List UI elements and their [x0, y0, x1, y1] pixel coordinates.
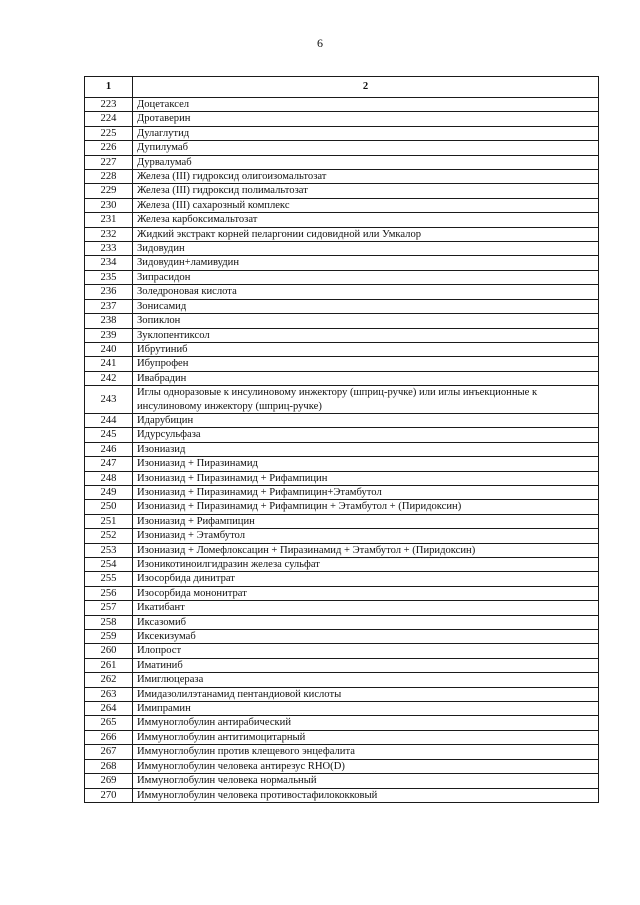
row-number: 270: [85, 788, 133, 802]
row-number: 243: [85, 386, 133, 414]
table-row: [85, 615, 599, 629]
table-row: [85, 788, 599, 802]
drug-name: Железа карбоксимальтозат: [133, 213, 599, 227]
table-row: [85, 342, 599, 356]
table-row: [85, 314, 599, 328]
drug-name: Идурсульфаза: [133, 428, 599, 442]
drug-name: Зидовудин+ламивудин: [133, 256, 599, 270]
drug-name: Имидазолилэтанамид пентандиовой кислоты: [133, 687, 599, 701]
table-row: [85, 285, 599, 299]
row-number: 251: [85, 514, 133, 528]
row-number: 227: [85, 155, 133, 169]
drug-name: Иглы одноразовые к инсулиновому инжектору (шприц-ручке) или иглы инъекционные к инсулиновому инжектору (шприц-ручке): [133, 386, 599, 414]
table-row: [85, 184, 599, 198]
drug-name: Изосорбида динитрат: [133, 572, 599, 586]
column-header-number: 1: [85, 77, 133, 98]
row-number: 267: [85, 745, 133, 759]
table-row: [85, 213, 599, 227]
table-row: [85, 442, 599, 456]
row-number: 234: [85, 256, 133, 270]
row-number: 231: [85, 213, 133, 227]
drug-name: Идарубицин: [133, 413, 599, 427]
drug-name: Изоникотиноилгидразин железа сульфат: [133, 558, 599, 572]
drug-name: Изониазид + Этамбутол: [133, 529, 599, 543]
table-row: [85, 586, 599, 600]
table-row: [85, 386, 599, 414]
row-number: 246: [85, 442, 133, 456]
page-number: 6: [317, 36, 323, 50]
row-number: 256: [85, 586, 133, 600]
table-row: [85, 371, 599, 385]
row-number: 257: [85, 601, 133, 615]
row-number: 244: [85, 413, 133, 427]
drug-name: Ибупрофен: [133, 357, 599, 371]
drug-name: Железа (III) сахарозный комплекс: [133, 198, 599, 212]
drug-name: Изосорбида мононитрат: [133, 586, 599, 600]
table-header-row: [85, 77, 599, 98]
row-number: 269: [85, 774, 133, 788]
row-number: 249: [85, 485, 133, 499]
row-number: 262: [85, 673, 133, 687]
table-row: [85, 256, 599, 270]
drug-name: Дупилумаб: [133, 141, 599, 155]
row-number: 247: [85, 457, 133, 471]
drug-name: Золедроновая кислота: [133, 285, 599, 299]
drug-name: Иммуноглобулин антирабический: [133, 716, 599, 730]
drug-name: Дулаглутид: [133, 126, 599, 140]
row-number: 245: [85, 428, 133, 442]
table-row: [85, 759, 599, 773]
table-row: [85, 457, 599, 471]
drug-name: Иммуноглобулин человека противостафилококковый: [133, 788, 599, 802]
table-row: [85, 428, 599, 442]
drug-list-table: [84, 76, 599, 803]
drug-name: Изониазид + Пиразинамид: [133, 457, 599, 471]
row-number: 240: [85, 342, 133, 356]
row-number: 250: [85, 500, 133, 514]
row-number: 235: [85, 270, 133, 284]
table-row: [85, 558, 599, 572]
table-row: [85, 658, 599, 672]
table-row: [85, 471, 599, 485]
drug-name: Железа (III) гидроксид олигоизомальтозат: [133, 170, 599, 184]
row-number: 266: [85, 730, 133, 744]
drug-name: Изониазид + Рифампицин: [133, 514, 599, 528]
table-row: [85, 500, 599, 514]
drug-name: Дротаверин: [133, 112, 599, 126]
column-header-name: 2: [133, 77, 599, 98]
row-number: 255: [85, 572, 133, 586]
table-row: [85, 141, 599, 155]
table-row: [85, 572, 599, 586]
row-number: 228: [85, 170, 133, 184]
drug-name: Иммуноглобулин антитимоцитарный: [133, 730, 599, 744]
drug-name: Ибрутиниб: [133, 342, 599, 356]
row-number: 253: [85, 543, 133, 557]
table-row: [85, 529, 599, 543]
table-row: [85, 328, 599, 342]
drug-name: Изониазид + Пиразинамид + Рифампицин+Этамбутол: [133, 485, 599, 499]
drug-name: Жидкий экстракт корней пеларгонии сидовидной или Умкалор: [133, 227, 599, 241]
row-number: 232: [85, 227, 133, 241]
row-number: 236: [85, 285, 133, 299]
drug-name: Дурвалумаб: [133, 155, 599, 169]
row-number: 248: [85, 471, 133, 485]
row-number: 242: [85, 371, 133, 385]
table-row: [85, 601, 599, 615]
drug-name: Иммуноглобулин человека антирезус RHO(D): [133, 759, 599, 773]
table-row: [85, 198, 599, 212]
row-number: 229: [85, 184, 133, 198]
drug-name: Иммуноглобулин против клещевого энцефалита: [133, 745, 599, 759]
row-number: 237: [85, 299, 133, 313]
drug-name: Зипрасидон: [133, 270, 599, 284]
row-number: 254: [85, 558, 133, 572]
table-row: [85, 730, 599, 744]
table-row: [85, 745, 599, 759]
drug-name: Иматиниб: [133, 658, 599, 672]
drug-name: Иксекизумаб: [133, 630, 599, 644]
table-row: [85, 413, 599, 427]
table-row: [85, 774, 599, 788]
table-row: [85, 170, 599, 184]
table-row: [85, 112, 599, 126]
row-number: 268: [85, 759, 133, 773]
table-row: [85, 644, 599, 658]
table-row: [85, 155, 599, 169]
drug-name: Зуклопентиксол: [133, 328, 599, 342]
table-row: [85, 630, 599, 644]
row-number: 259: [85, 630, 133, 644]
table-row: [85, 227, 599, 241]
row-number: 241: [85, 357, 133, 371]
row-number: 264: [85, 702, 133, 716]
table-row: [85, 702, 599, 716]
row-number: 238: [85, 314, 133, 328]
row-number: 233: [85, 242, 133, 256]
table-row: [85, 98, 599, 112]
table-row: [85, 357, 599, 371]
drug-name: Имипрамин: [133, 702, 599, 716]
table-row: [85, 299, 599, 313]
row-number: 224: [85, 112, 133, 126]
drug-name: Железа (III) гидроксид полимальтозат: [133, 184, 599, 198]
row-number: 263: [85, 687, 133, 701]
table-row: [85, 514, 599, 528]
row-number: 258: [85, 615, 133, 629]
drug-name: Иксазомиб: [133, 615, 599, 629]
drug-name: Изониазид + Пиразинамид + Рифампицин: [133, 471, 599, 485]
table-row: [85, 485, 599, 499]
drug-name: Изониазид: [133, 442, 599, 456]
drug-name: Изониазид + Ломефлоксацин + Пиразинамид + Этамбутол + (Пиридоксин): [133, 543, 599, 557]
drug-name: Икатибант: [133, 601, 599, 615]
table-row: [85, 716, 599, 730]
drug-name: Ивабрадин: [133, 371, 599, 385]
drug-name: Иммуноглобулин человека нормальный: [133, 774, 599, 788]
drug-name: Зопиклон: [133, 314, 599, 328]
drug-name: Зидовудин: [133, 242, 599, 256]
drug-name: Илопрост: [133, 644, 599, 658]
row-number: 252: [85, 529, 133, 543]
table-row: [85, 687, 599, 701]
drug-name: Изониазид + Пиразинамид + Рифампицин + Этамбутол + (Пиридоксин): [133, 500, 599, 514]
row-number: 239: [85, 328, 133, 342]
table-row: [85, 543, 599, 557]
row-number: 225: [85, 126, 133, 140]
row-number: 260: [85, 644, 133, 658]
drug-name: Доцетаксел: [133, 98, 599, 112]
row-number: 261: [85, 658, 133, 672]
row-number: 265: [85, 716, 133, 730]
row-number: 226: [85, 141, 133, 155]
drug-name: Зонисамид: [133, 299, 599, 313]
table-row: [85, 270, 599, 284]
row-number: 230: [85, 198, 133, 212]
table-row: [85, 126, 599, 140]
table-row: [85, 242, 599, 256]
table-row: [85, 673, 599, 687]
drug-name: Имиглюцераза: [133, 673, 599, 687]
row-number: 223: [85, 98, 133, 112]
